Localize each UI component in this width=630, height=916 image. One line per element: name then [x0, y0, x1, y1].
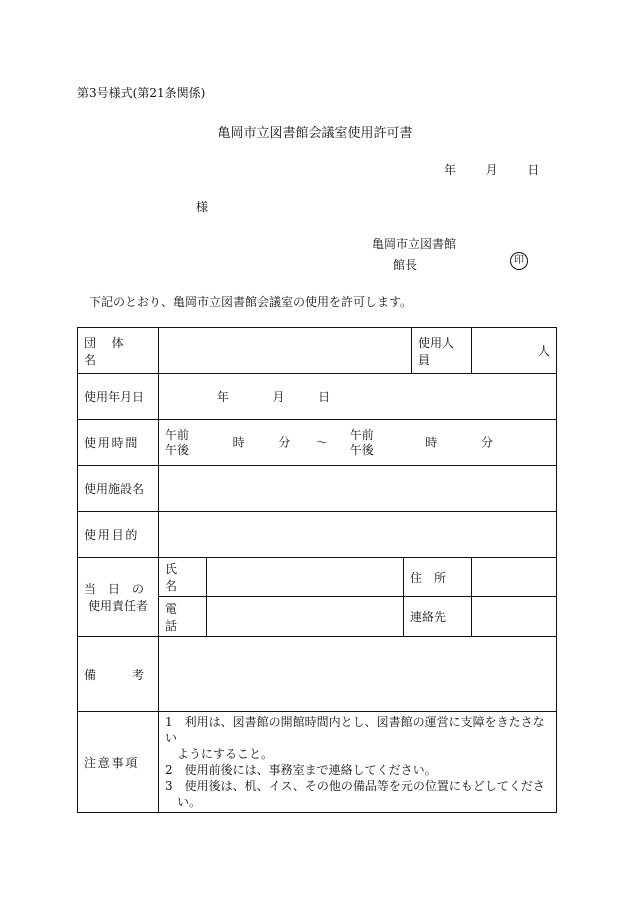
- phone-label: 電 話: [159, 597, 207, 637]
- remarks-field[interactable]: [159, 637, 557, 712]
- use-date-year: 年: [216, 390, 229, 404]
- issue-date: [444, 161, 539, 178]
- row-remarks: [78, 637, 557, 712]
- group-name-field[interactable]: [159, 328, 412, 374]
- addressee-suffix: 様: [196, 200, 209, 214]
- responsible-label: [78, 558, 159, 637]
- start-ampm: [165, 428, 189, 458]
- notes-label: 注意事項: [78, 712, 159, 813]
- row-responsible-name: [78, 558, 557, 597]
- permit-form-table: [77, 327, 557, 813]
- end-pm: 午後: [349, 442, 374, 457]
- start-pm: 午後: [165, 442, 190, 457]
- note-line: い。: [165, 795, 202, 809]
- form-number: 第3号様式(第21条関係): [77, 86, 206, 100]
- group-name-label: 団 体 名: [78, 328, 159, 374]
- note-line: ようにすること。: [165, 747, 274, 761]
- address-label: 住 所: [404, 558, 472, 597]
- start-minute: 分: [278, 435, 291, 449]
- note-line: 3 使用後は、机、イス、その他の備品等を元の位置にもどしてくださ: [165, 779, 545, 793]
- time-range-tilde: ～: [316, 435, 329, 449]
- issue-date-month: 月: [485, 163, 498, 177]
- users-unit: 人: [537, 344, 550, 358]
- purpose-field[interactable]: [159, 512, 557, 558]
- name-field[interactable]: [207, 558, 404, 597]
- contact-field[interactable]: [472, 597, 557, 637]
- end-am: 午前: [349, 427, 374, 442]
- row-use-date: [78, 374, 557, 420]
- document-title: 亀岡市立図書館会議室使用許可書: [217, 126, 413, 141]
- use-date-label: 使用年月日: [78, 374, 159, 420]
- responsible-label-line2: 使用責任者: [87, 599, 148, 613]
- responsible-label-line1: 当 日 の: [84, 582, 145, 596]
- issuer-title: 館長: [393, 258, 418, 272]
- end-minute: 分: [481, 435, 494, 449]
- use-date-field[interactable]: [159, 374, 557, 420]
- row-purpose: [78, 512, 557, 558]
- issue-date-day: 日: [527, 163, 540, 177]
- note-line: 2 使用前後には、事務室まで連絡してください。: [165, 763, 437, 777]
- use-date-day: 日: [318, 390, 331, 404]
- notes-content: [159, 712, 557, 813]
- use-time-field[interactable]: [159, 420, 557, 466]
- intro-text: 下記のとおり、亀岡市立図書館会議室の使用を許可します。: [89, 295, 413, 309]
- start-hour: 時: [232, 435, 245, 449]
- issue-date-year: 年: [444, 163, 457, 177]
- phone-field[interactable]: [207, 597, 404, 637]
- address-field[interactable]: [472, 558, 557, 597]
- row-facility: [78, 466, 557, 512]
- use-date-month: 月: [272, 390, 285, 404]
- end-hour: 時: [425, 435, 438, 449]
- name-label: 氏 名: [159, 558, 207, 597]
- row-use-time: [78, 420, 557, 466]
- users-field[interactable]: [472, 328, 557, 374]
- note-line: 1 利用は、図書館の開館時間内とし、図書館の運営に支障をきたさない: [165, 715, 545, 745]
- end-ampm: [350, 428, 374, 458]
- contact-label: 連絡先: [404, 597, 472, 637]
- remarks-label: 備 考: [78, 637, 159, 712]
- use-time-label: 使用時間: [78, 420, 159, 466]
- row-notes: [78, 712, 557, 813]
- start-am: 午前: [165, 427, 190, 442]
- row-group-name: [78, 328, 557, 374]
- issuer-organization: 亀岡市立図書館: [372, 237, 457, 251]
- users-label: 使用人員: [412, 328, 472, 374]
- purpose-label: 使用目的: [78, 512, 159, 558]
- facility-label: 使用施設名: [78, 466, 159, 512]
- facility-field[interactable]: [159, 466, 557, 512]
- seal-mark: 印: [510, 252, 528, 270]
